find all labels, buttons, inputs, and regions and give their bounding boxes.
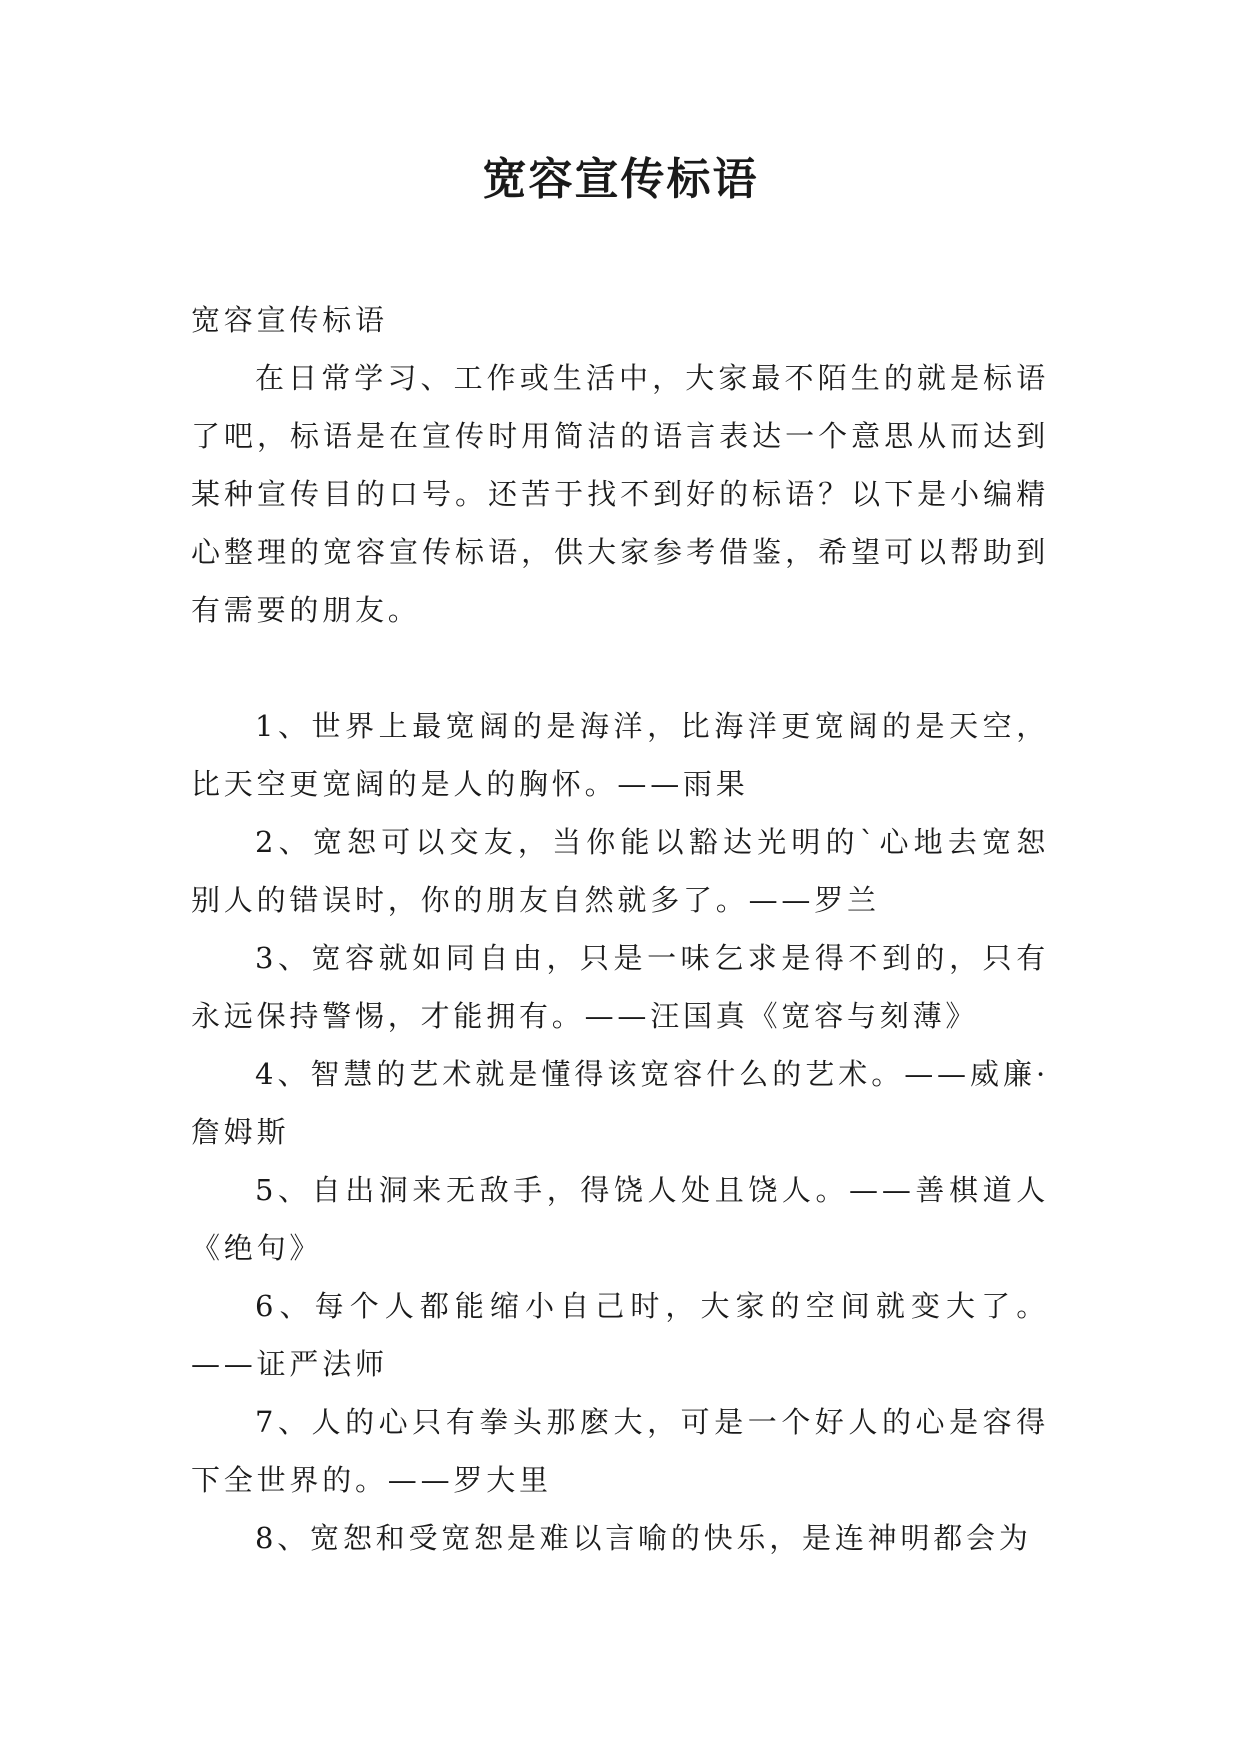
slogan-item-5: 5、自出洞来无敌手，得饶人处且饶人。——善棋道人《绝句》 xyxy=(191,1173,1049,1265)
intro-paragraph: 在日常学习、工作或生活中，大家最不陌生的就是标语了吧，标语是在宣传时用简洁的语言表达一个意思从而达到某种宣传目的口号。还苦于找不到好的标语？以下是小编精心整理的宽容宣传标语，供大家参考借鉴，希望可以帮助到有需要的朋友。 xyxy=(191,361,1049,627)
paragraph-spacer xyxy=(191,639,1049,697)
document-subtitle: 宽容宣传标语 xyxy=(191,303,388,337)
slogan-item-2: 2、宽恕可以交友，当你能以豁达光明的`心地去宽恕别人的错误时，你的朋友自然就多了。——罗兰 xyxy=(191,825,1049,917)
slogan-item-6: 6、每个人都能缩小自己时，大家的空间就变大了。——证严法师 xyxy=(191,1289,1049,1381)
document-body xyxy=(191,291,1049,1567)
slogan-item-1: 1、世界上最宽阔的是海洋，比海洋更宽阔的是天空，比天空更宽阔的是人的胸怀。——雨果 xyxy=(191,709,1049,801)
slogan-item-8: 8、宽恕和受宽恕是难以言喻的快乐，是连神明都会为 xyxy=(255,1521,1032,1555)
slogan-item-4: 4、智慧的艺术就是懂得该宽容什么的艺术。——威廉·詹姆斯 xyxy=(191,1057,1049,1149)
document-title: 宽容宣传标语 xyxy=(482,154,759,205)
slogan-item-3: 3、宽容就如同自由，只是一味乞求是得不到的，只有永远保持警惕，才能拥有。——汪国真《宽容与刻薄》 xyxy=(191,941,1049,1033)
slogan-item-7: 7、人的心只有拳头那麽大，可是一个好人的心是容得下全世界的。——罗大里 xyxy=(191,1405,1049,1497)
